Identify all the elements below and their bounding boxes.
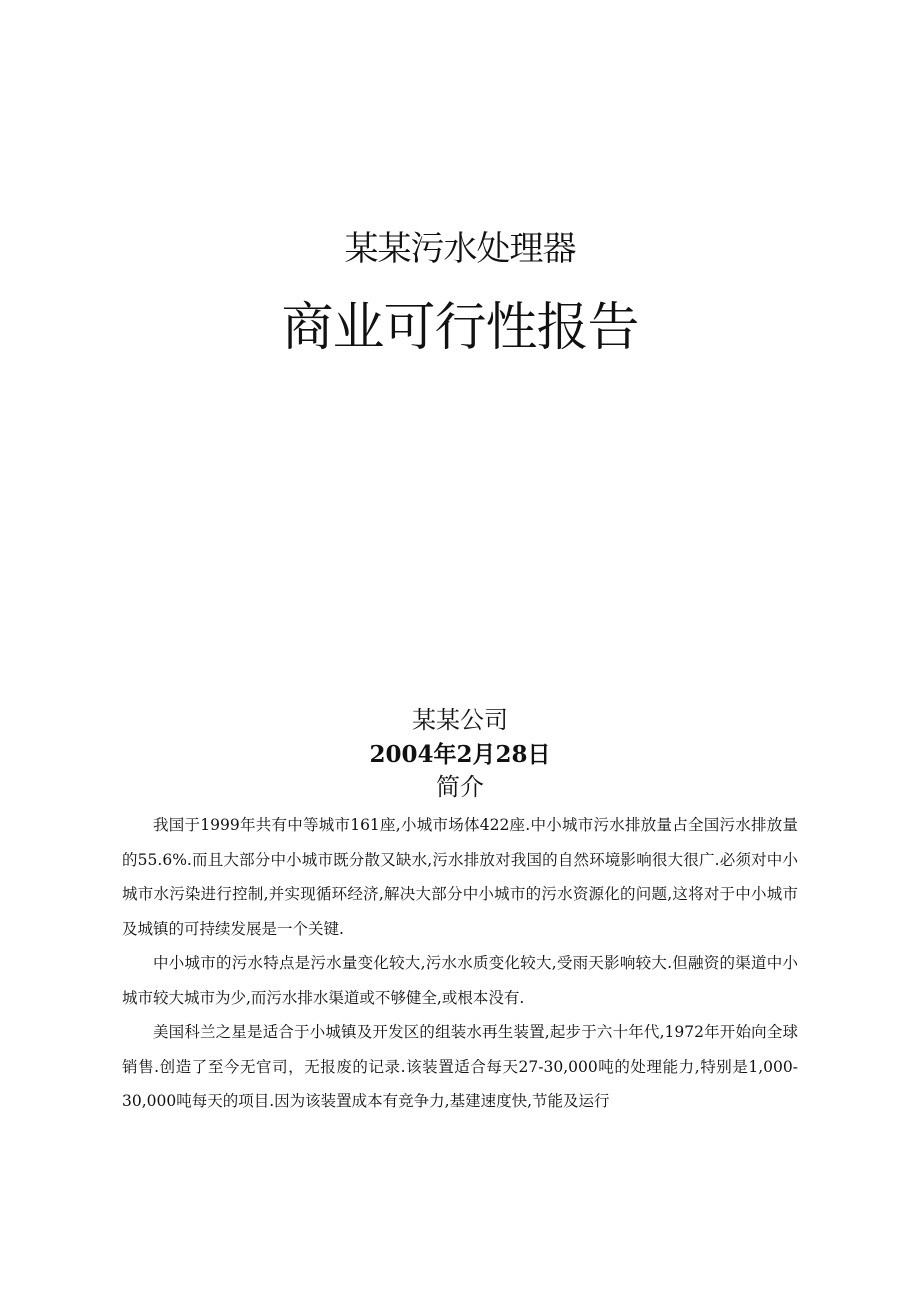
paragraph-2: 中小城市的污水特点是污水量变化较大,污水水质变化较大,受雨天影响较大.但融资的渠道中小城市较大城市为少,而污水排水渠道或不够健全,或根本没有. — [122, 954, 798, 1007]
document-date: 2004年2月28日 — [369, 741, 551, 768]
section-heading: 简介 — [436, 773, 484, 801]
paragraph-3: 美国科兰之星是适合于小城镇及开发区的组装水再生装置,起步于六十年代,1972年开始向全球销售.创造了至今无官司，无报废的记录.该装置适合每天27-30,000吨的处理能力,特别是1,000-30,000吨每天的项目.因为该装置成本有竞争力,基建速度快,节能及运行 — [122, 1023, 798, 1110]
paragraph-1: 我国于1999年共有中等城市161座,小城市场体422座.中小城市污水排放量占全国污水排放量的55.6%.而且大部分中小城市既分散又缺水,污水排放对我国的自然环境影响很大很广.必须对中小城市水污染进行控制,并实现循环经济,解决大部分中小城市的污水资源化的问题,这将对于中小城市及城镇的可持续发展是一个关键. — [122, 816, 798, 938]
section-body — [122, 808, 798, 1119]
document-subtitle: 某某污水处理器 — [344, 229, 576, 269]
document-title: 商业可行性报告 — [281, 298, 639, 358]
company-name: 某某公司 — [412, 706, 508, 734]
